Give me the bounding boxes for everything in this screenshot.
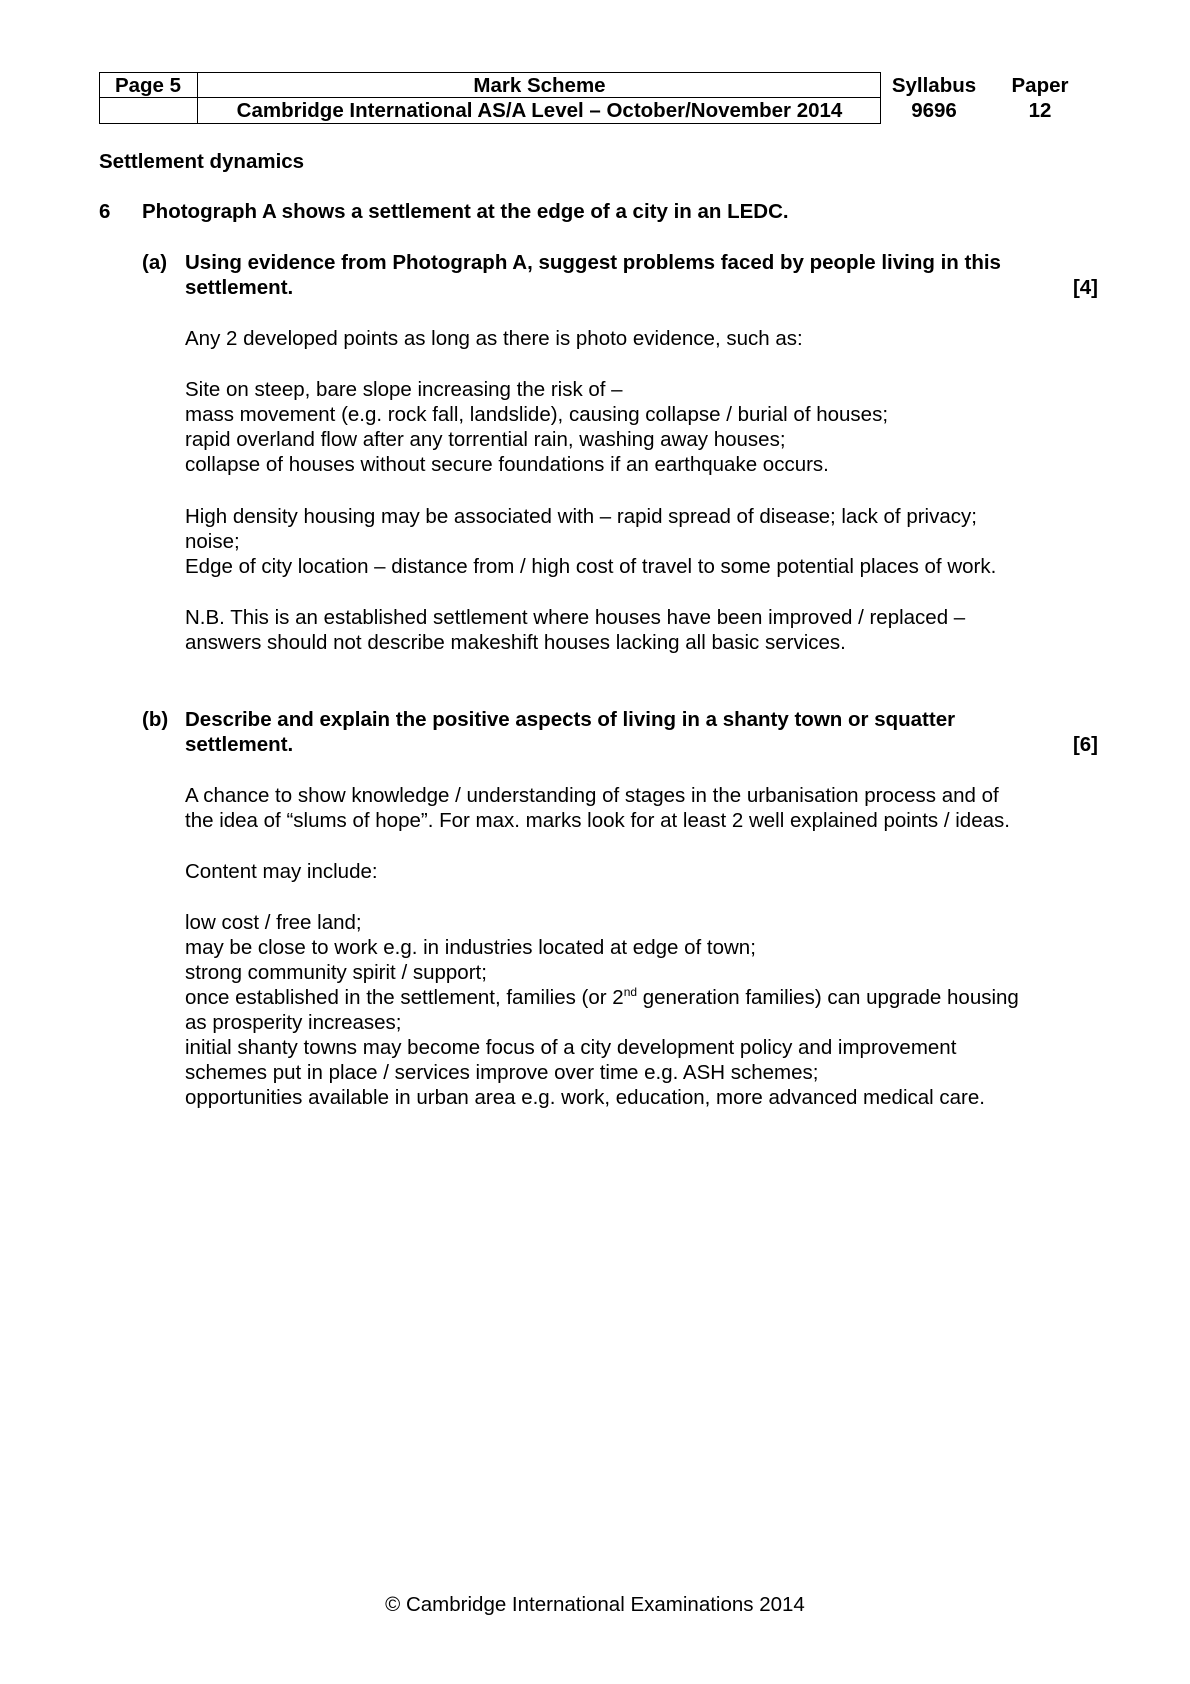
part-a-marks: [4] <box>1072 276 1098 299</box>
content-point: may be close to work e.g. in industries located at edge of town; <box>185 936 756 959</box>
part-b-intro-line: A chance to show knowledge / understanding of stages in the urbanisation process and of <box>185 784 999 807</box>
part-a-intro: Any 2 developed points as long as there is photo evidence, such as: <box>185 327 803 350</box>
part-b-prompt-line2: settlement. <box>185 733 294 756</box>
answer-line: answers should not describe makeshift houses lacking all basic services. <box>185 631 846 654</box>
upgrade-text-pre: once established in the settlement, families (or 2 <box>185 986 624 1009</box>
content-point: schemes put in place / services improve over time e.g. ASH schemes; <box>185 1061 819 1084</box>
section-title: Settlement dynamics <box>99 150 305 173</box>
ordinal-suffix: nd <box>623 985 638 1000</box>
part-a-label: (a) <box>142 251 168 274</box>
part-b-prompt-line1: Describe and explain the positive aspects of living in a shanty town or squatter <box>185 708 956 731</box>
answer-line: noise; <box>185 530 240 553</box>
part-b-marks: [6] <box>1072 733 1098 756</box>
part-b-intro-line: the idea of “slums of hope”. For max. marks look for at least 2 well explained points / ideas. <box>185 809 1010 832</box>
syllabus-label: Syllabus <box>891 74 977 97</box>
upgrade-text-post: generation families) can upgrade housing <box>637 986 1019 1009</box>
mark-scheme-title: Mark Scheme <box>473 74 606 97</box>
answer-line: Edge of city location – distance from / high cost of travel to some potential places of work. <box>185 555 997 578</box>
page-number: Page 5 <box>114 74 182 97</box>
content-point: as prosperity increases; <box>185 1011 402 1034</box>
content-point: low cost / free land; <box>185 911 362 934</box>
content-point: initial shanty towns may become focus of a city development policy and improvement <box>185 1036 957 1059</box>
part-b-label: (b) <box>142 708 169 731</box>
part-a-prompt-line1: Using evidence from Photograph A, suggest problems faced by people living in this <box>185 251 1001 274</box>
answer-line: Site on steep, bare slope increasing the risk of – <box>185 378 623 401</box>
answer-line: N.B. This is an established settlement where houses have been improved / replaced – <box>185 606 966 629</box>
copyright-footer: © Cambridge International Examinations 2014 <box>385 1593 805 1616</box>
paper-label: Paper <box>1011 74 1069 97</box>
content-point: strong community spirit / support; <box>185 961 487 984</box>
answer-line: collapse of houses without secure foundations if an earthquake occurs. <box>185 453 829 476</box>
paper-code: 12 <box>1028 99 1052 122</box>
content-point-upgrade <box>185 986 1019 1010</box>
exam-subtitle: Cambridge International AS/A Level – October/November 2014 <box>236 99 843 122</box>
answer-line: High density housing may be associated with – rapid spread of disease; lack of privacy; <box>185 505 977 528</box>
question-stem: Photograph A shows a settlement at the edge of a city in an LEDC. <box>142 200 789 223</box>
syllabus-code: 9696 <box>911 99 957 122</box>
answer-line: mass movement (e.g. rock fall, landslide), causing collapse / burial of houses; <box>185 403 889 426</box>
question-number: 6 <box>99 200 111 223</box>
content-intro: Content may include: <box>185 860 378 883</box>
answer-line: rapid overland flow after any torrential rain, washing away houses; <box>185 428 786 451</box>
content-point: opportunities available in urban area e.g. work, education, more advanced medical care. <box>185 1086 985 1109</box>
part-a-prompt-line2: settlement. <box>185 276 294 299</box>
